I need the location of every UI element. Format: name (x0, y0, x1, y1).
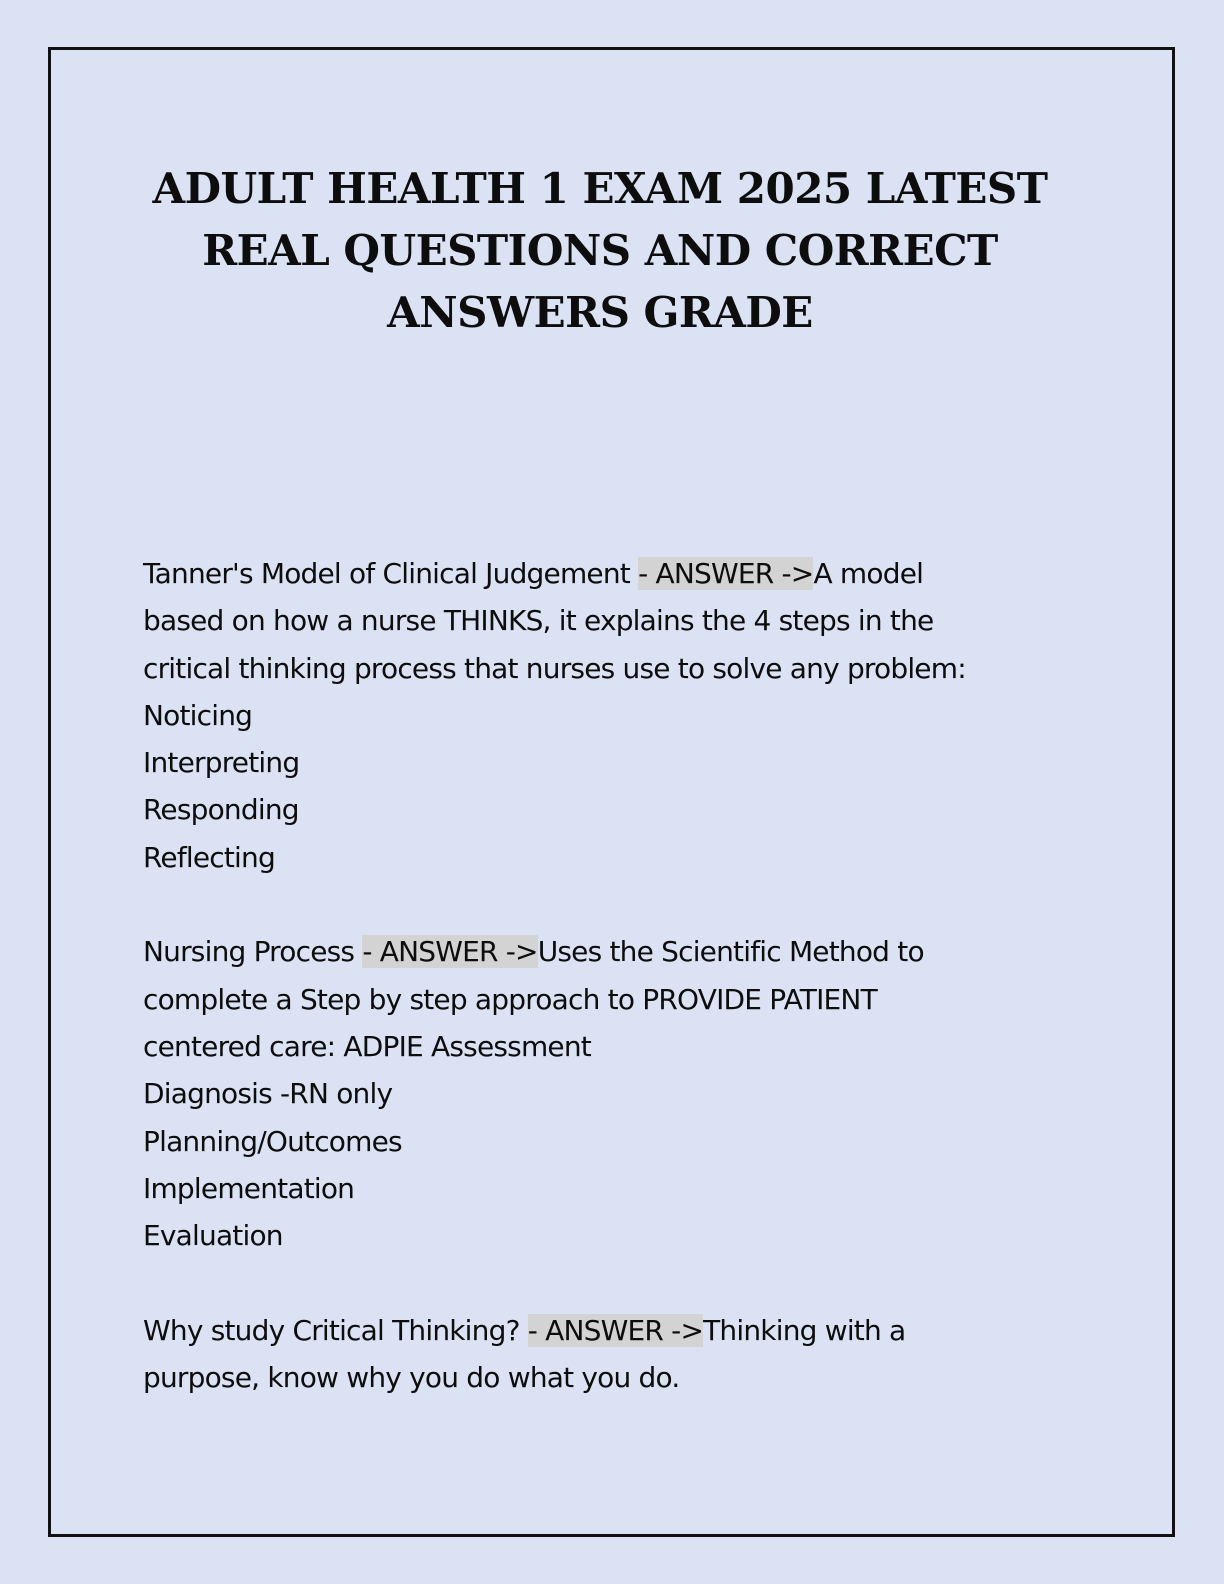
answer-marker: - ANSWER -> (527, 1313, 704, 1347)
answer-line: Interpreting (143, 746, 300, 780)
answer-line: Evaluation (143, 1219, 283, 1253)
answer-line: Implementation (143, 1171, 355, 1205)
question-text: Why study Critical Thinking? (143, 1313, 528, 1347)
title-line: ADULT HEALTH 1 EXAM 2025 LATEST (152, 164, 1048, 213)
answer-start: Uses the Scientific Method to (537, 935, 924, 969)
answer-line: Diagnosis -RN only (143, 1077, 393, 1111)
qa-entry (143, 1307, 1083, 1402)
qa-entry (143, 928, 1083, 1259)
qa-first-line (143, 550, 1083, 597)
qa-entry (143, 550, 1083, 881)
answer-line: Responding (143, 793, 299, 827)
answer-line: critical thinking process that nurses use to solve any problem: (143, 651, 966, 685)
document-title (100, 158, 1100, 344)
answer-line: Noticing (143, 698, 253, 732)
title-line: ANSWERS GRADE (387, 288, 813, 337)
answer-line: based on how a nurse THINKS, it explains the 4 steps in the (143, 604, 934, 638)
question-text: Nursing Process (143, 935, 363, 969)
answer-line: Reflecting (143, 840, 275, 874)
answer-marker: - ANSWER -> (638, 557, 814, 590)
qa-list (143, 550, 1083, 1449)
answer-marker: - ANSWER -> (362, 935, 538, 969)
answer-line: Planning/Outcomes (143, 1124, 402, 1158)
title-line: REAL QUESTIONS AND CORRECT (202, 226, 998, 275)
answer-start: Thinking with a (703, 1313, 906, 1347)
question-text: Tanner's Model of Clinical Judgement (143, 557, 639, 590)
answer-line: complete a Step by step approach to PROVIDE PATIENT (143, 982, 877, 1016)
answer-line: purpose, know why you do what you do. (143, 1361, 680, 1395)
qa-first-line (143, 928, 1083, 975)
answer-start: A model (813, 557, 924, 590)
qa-first-line (143, 1307, 1083, 1354)
answer-line: centered care: ADPIE Assessment (143, 1029, 591, 1063)
